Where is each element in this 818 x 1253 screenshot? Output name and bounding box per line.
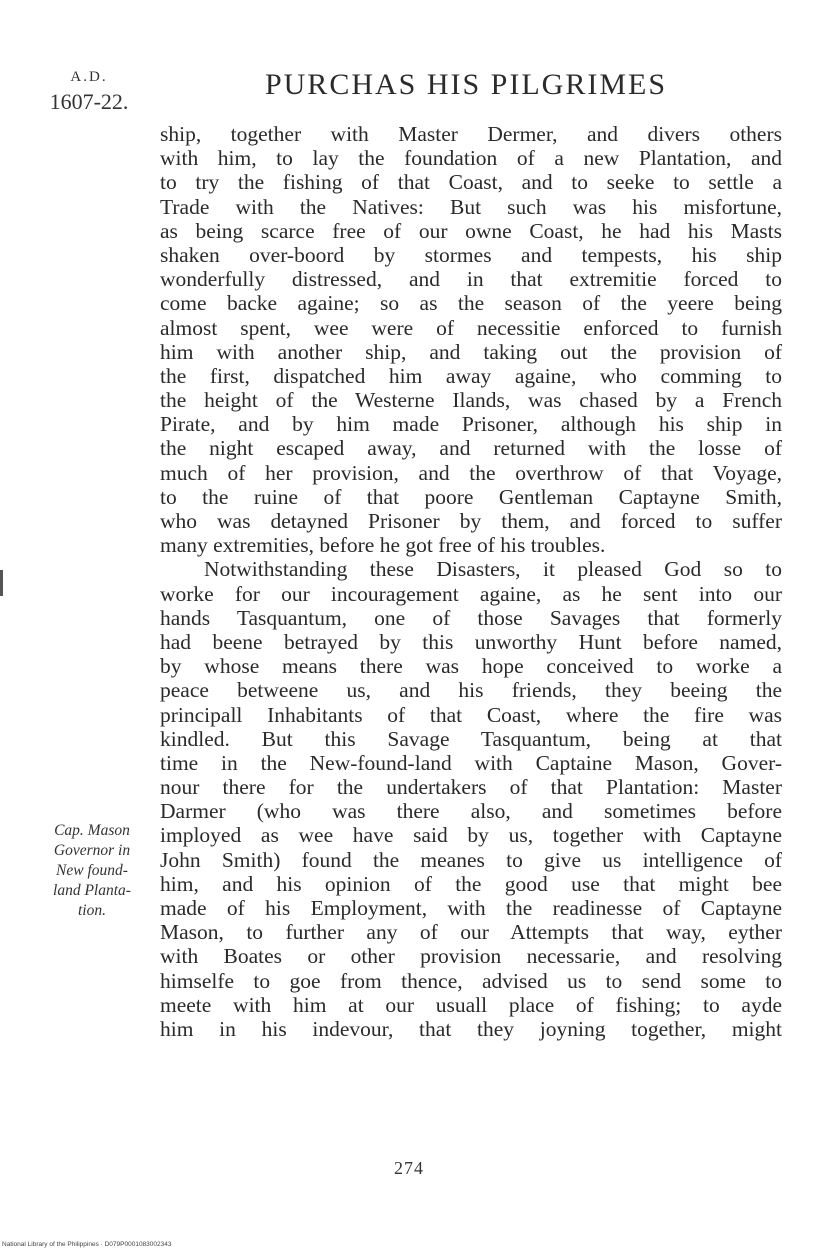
text-line: the height of the Westerne Ilands, was chased by a French (160, 388, 782, 413)
text-line: come backe againe; so as the season of the yeere being (160, 291, 782, 316)
text-line: to try the fishing of that Coast, and to seeke to settle a (160, 170, 782, 195)
margin-note-line: land Planta- (53, 882, 131, 899)
text-line: Darmer (who was there also, and sometimes before (160, 799, 782, 824)
text-line: the night escaped away, and returned with the losse of (160, 436, 782, 461)
text-line: made of his Employment, with the readinesse of Captayne (160, 896, 782, 920)
text-line: nour there for the undertakers of that Plantation: Master (160, 775, 782, 800)
text-line: him with another ship, and taking out the provision of (160, 339, 782, 364)
text-line: many extremities, before he got free of his troubles. (160, 533, 606, 558)
text-line: with him, to lay the foundation of a new Plantation, and (160, 146, 782, 171)
text-line: had beene betrayed by this unworthy Hunt before named, (160, 629, 782, 654)
date-range: 1607-22. (49, 89, 129, 114)
text-line: time in the New-found-land with Captaine Mason, Gover- (160, 750, 782, 775)
paragraph-1 (160, 122, 782, 557)
text-line: him in his indevour, that they joyning together, might (160, 1016, 782, 1041)
text-line: Trade with the Natives: But such was his misfortune, (160, 194, 782, 219)
margin-note-line: tion. (78, 902, 106, 919)
footer-credit: National Library of the Philippines · D079P0001083002343 (2, 1241, 172, 1248)
running-title: PURCHAS HIS PILGRIMES (264, 68, 668, 101)
scan-edge-mark (0, 570, 3, 596)
body-text (160, 122, 782, 1041)
date-label: A.D. (70, 69, 108, 85)
margin-note-line: New found- (56, 862, 128, 879)
text-line: Notwithstanding these Disasters, it pleased God so to (204, 557, 782, 582)
text-line: shaken over-boord by stormes and tempests, his ship (160, 242, 782, 267)
text-line: kindled. But this Savage Tasquantum, being at that (160, 726, 782, 751)
page-number: 274 (394, 1158, 424, 1178)
text-line: with Boates or other provision necessarie, and resolving (160, 944, 782, 969)
text-line: imployed as wee have said by us, together with Captayne (160, 823, 782, 848)
text-line: Mason, to further any of our Attempts that way, eyther (160, 920, 782, 945)
text-line: hands Tasquantum, one of those Savages that formerly (160, 605, 782, 630)
text-line: John Smith) found the meanes to give us intelligence of (160, 847, 782, 872)
text-line: himselfe to goe from thence, advised us to send some to (160, 968, 782, 993)
text-line: the first, dispatched him away againe, who comming to (160, 363, 782, 388)
text-line: much of her provision, and the overthrow of that Voyage, (160, 460, 782, 485)
text-line: to the ruine of that poore Gentleman Captayne Smith, (160, 484, 782, 509)
margin-note-line: Cap. Mason (54, 822, 130, 839)
text-line: ship, together with Master Dermer, and divers others (160, 122, 782, 146)
date-margin (34, 66, 144, 116)
margin-note (30, 821, 154, 921)
text-line: peace betweene us, and his friends, they beeing the (160, 678, 782, 703)
text-line: almost spent, wee were of necessitie enforced to furnish (160, 315, 782, 340)
paragraph-2 (160, 557, 782, 1041)
text-line: meete with him at our usuall place of fishing; to ayde (160, 992, 782, 1017)
text-line: by whose means there was hope conceived to worke a (160, 654, 782, 679)
text-line: as being scarce free of our owne Coast, he had his Masts (160, 218, 782, 243)
margin-note-line: Governor in (53, 842, 131, 859)
text-line: worke for our incouragement againe, as he sent into our (160, 581, 782, 606)
text-line: Pirate, and by him made Prisoner, although his ship in (160, 412, 782, 437)
text-line: principall Inhabitants of that Coast, where the fire was (160, 702, 782, 727)
text-line: him, and his opinion of the good use that might bee (160, 871, 782, 896)
text-line: wonderfully distressed, and in that extremitie forced to (160, 267, 782, 292)
text-line: who was detayned Prisoner by them, and forced to suffer (160, 509, 782, 533)
